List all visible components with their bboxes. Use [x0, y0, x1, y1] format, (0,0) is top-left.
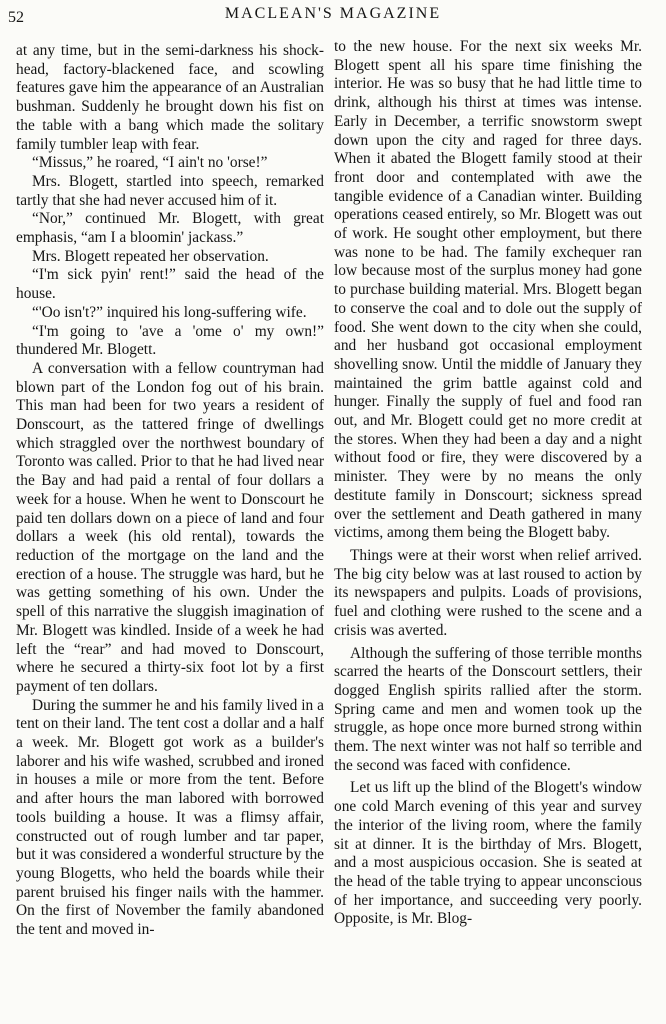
paragraph: Mrs. Blogett, startled into speech, remarked tartly that she had never accused him of it.: [16, 172, 324, 209]
paragraph: Let us lift up the blind of the Blogett's window one cold March evening of this year and survey the interior of the living room, where the family sit at dinner. It is the birthday of Mrs. Blogett, and a most auspicious occasion. She is seated at the head of the table trying to appear unconscious of her importance, and succeeding very poorly. Opposite, is Mr. Blog-: [334, 779, 642, 928]
page-number: 52: [8, 9, 24, 26]
right-column: [334, 38, 642, 929]
paragraph: to the new house. For the next six weeks Mr. Blogett spent all his spare time finishing the interior. He was so busy that he had little time to drink, although his thirst at times was intense. Early in December, a terrific snowstorm swept down upon the city and raged for three days. When it abated the Blogett family stood at their front door and contemplated with awe the tangible evidence of a Canadian winter. Building operations ceased entirely, so Mr. Blogett was out of work. He sought other employment, but there was none to be had. The family exchequer ran low because most of the surplus money had gone to purchase building material. Mrs. Blogett began to conserve the coal and to dole out the supply of food. She went down to the city when she could, and her husband got occasional employment shovelling snow. Until the middle of January they maintained the grim battle against cold and hunger. Finally the supply of fuel and food ran out, and Mr. Blogett could get no more credit at the stores. When they had been a day and a night without food or fire, they were discovered by a minister. They were by no means the only destitute family in Donscourt; sickness spread over the settlement and Death gathered in many victims, among them being the Blogett baby.: [334, 38, 642, 542]
paragraph: Although the suffering of those terrible months scarred the hearts of the Donscourt settlers, their dogged English spirits rallied after the storm. Spring came and men and women took up the struggle, as hope once more burned strong within them. The next winter was not half so terrible and the second was faced with confidence.: [334, 644, 642, 774]
paragraph: “I'm sick pyin' rent!” said the head of the house.: [16, 266, 324, 303]
paragraph: “'Oo isn't?” inquired his long-suffering wife.: [32, 303, 307, 321]
paragraph: “Missus,” he roared, “I ain't no 'orse!”: [32, 154, 268, 172]
paragraph: “I'm going to 'ave a 'ome o' my own!” thundered Mr. Blogett.: [16, 322, 324, 359]
paragraph: “Nor,” continued Mr. Blogett, with great emphasis, “am I a bloomin' jackass.”: [16, 210, 324, 247]
paragraph: Things were at their worst when relief arrived. The big city below was at last roused to action by its newspapers and pulpits. Loads of provisions, fuel and clothing were rushed to the scene and a crisis was averted.: [334, 546, 642, 639]
paragraph: Mrs. Blogett repeated her observation.: [32, 247, 269, 265]
magazine-title: MACLEAN'S MAGAZINE: [224, 5, 442, 22]
page-header: [0, 3, 666, 29]
paragraph: at any time, but in the semi-darkness his shock-head, factory-blackened face, and scowling features gave him the appearance of an Australian bushman. Suddenly he brought down his fist on the table with a bang which made the solitary family tumbler leap with fear.: [16, 42, 324, 153]
paragraph: A conversation with a fellow countryman had blown part of the London fog out of his brain. This man had been for two years a resident of Donscourt, as the tattered fringe of dwellings which straggled over the northwest boundary of Toronto was called. Prior to that he had lived near the Bay and had paid a rental of four dollars a week for a house. When he went to Donscourt he paid ten dollars down on a piece of land and four dollars a week (his old rental), towards the reduction of the mortgage on the land and the erection of a house. The struggle was hard, but he was getting something of his own. Under the spell of this narrative the sluggish imagination of Mr. Blogett was kindled. Inside of a week he had left the “rear” and had moved to Donscourt, where he secured a thirty-six foot lot by a first payment of ten dollars.: [16, 359, 324, 695]
paragraph: During the summer he and his family lived in a tent on their land. The tent cost a dollar and a half a week. Mr. Blogett got work as a builder's laborer and his wife washed, scrubbed and ironed in houses a mile or more from the tent. Before and after hours the man labored with borrowed tools building a house. It was a flimsy affair, constructed out of rough lumber and tar paper, but it was considered a wonderful structure by the young Blogetts, who held the boards while their parent bruised his finger nails with the hammer. On the first of November the family abandoned the tent and moved in-: [16, 696, 324, 939]
left-column: [16, 42, 324, 940]
